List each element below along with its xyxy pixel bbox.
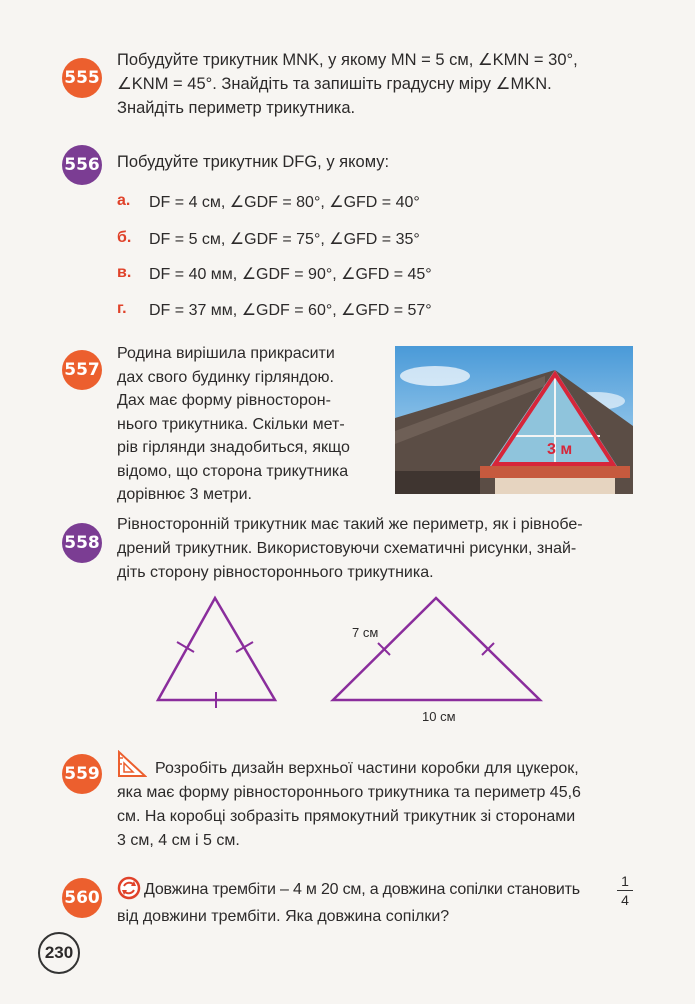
problem-558-text	[117, 513, 637, 585]
problem-556-item-d	[117, 300, 432, 320]
problem-556-item-c	[117, 264, 432, 284]
line: дорівнює 3 метри.	[117, 486, 252, 503]
problem-555-line2: ∠KNM = 45°. Знайдіть та запишіть градусну міру ∠MKN.	[117, 75, 552, 93]
line: Дах має форму рівносторон-	[117, 392, 331, 409]
refresh-cycle-icon	[117, 876, 141, 900]
item-letter: б.	[117, 229, 132, 246]
line: дах свого будинку гірляндою.	[117, 368, 334, 386]
problem-559-line1: Розробіть дизайн верхньої частини коробки для цукерок,	[155, 760, 579, 777]
problem-555-text	[117, 48, 637, 120]
isosceles-triangle	[333, 598, 540, 700]
problem-559-line4: 3 см, 4 см і 5 см.	[117, 832, 240, 849]
base-label: 10 см	[422, 709, 456, 724]
problem-559-text	[117, 757, 637, 853]
problem-560-line1: Довжина трембіти – 4 м 20 см, а довжина сопілки становить	[144, 881, 580, 898]
item-text: DF = 4 см, ∠GDF = 80°, ∠GFD = 40°	[149, 194, 420, 211]
problem-559-badge: 559	[62, 754, 102, 794]
problem-556-badge: 556	[62, 145, 102, 185]
roof-photo	[395, 346, 633, 494]
problem-558-line2: дрений трикутник. Використовуючи схематичні рисунки, знай-	[117, 540, 577, 557]
fraction-one-quarter	[617, 873, 633, 908]
problem-559-line3: см. На коробці зобразіть прямокутний трикутник зі сторонами	[117, 808, 576, 825]
problem-557-text	[117, 342, 379, 507]
item-letter: а.	[117, 192, 131, 209]
problem-555-line1: Побудуйте трикутник MNK, у якому MN = 5 см, ∠KMN = 30°,	[117, 51, 578, 69]
problem-556-intro: Побудуйте трикутник DFG, у якому:	[117, 153, 390, 171]
problem-556-item-a	[117, 192, 420, 212]
problem-556-item-b	[117, 229, 420, 249]
fraction-denominator: 4	[621, 892, 629, 908]
problem-559-line2: яка має форму рівностороннього трикутника та периметр 45,6	[117, 784, 581, 801]
item-text: DF = 5 см, ∠GDF = 75°, ∠GFD = 35°	[149, 231, 420, 248]
problem-558-line1: Рівносторонній трикутник має такий же периметр, як і рівнобе-	[117, 516, 583, 533]
problem-555-line3: Знайдіть периметр трикутника.	[117, 99, 356, 117]
fraction-numerator: 1	[621, 873, 629, 889]
problem-557-badge: 557	[62, 350, 102, 390]
item-letter: г.	[117, 300, 127, 317]
side-label: 7 см	[352, 625, 379, 640]
problem-558-line3: діть сторону рівностороннього трикутника.	[117, 564, 434, 581]
page-number: 230	[38, 932, 80, 974]
equilateral-triangle	[158, 598, 275, 700]
problem-560-badge: 560	[62, 878, 102, 918]
line: Родина вирішила прикрасити	[117, 345, 335, 362]
photo-label: 3 м	[547, 441, 573, 458]
problem-555-badge: 555	[62, 58, 102, 98]
problem-560-line2: від довжини трембіти. Яка довжина сопілки?	[117, 908, 450, 925]
line: нього трикутника. Скільки мет-	[117, 415, 345, 433]
line: рів гірлянди знадобиться, якщо	[117, 439, 350, 456]
item-text: DF = 37 мм, ∠GDF = 60°, ∠GFD = 57°	[149, 302, 432, 319]
problem-558-badge: 558	[62, 523, 102, 563]
line: відомо, що сторона трикутника	[117, 462, 349, 480]
item-letter: в.	[117, 264, 132, 281]
triangle-diagrams	[150, 590, 550, 730]
item-text: DF = 40 мм, ∠GDF = 90°, ∠GFD = 45°	[149, 266, 432, 283]
